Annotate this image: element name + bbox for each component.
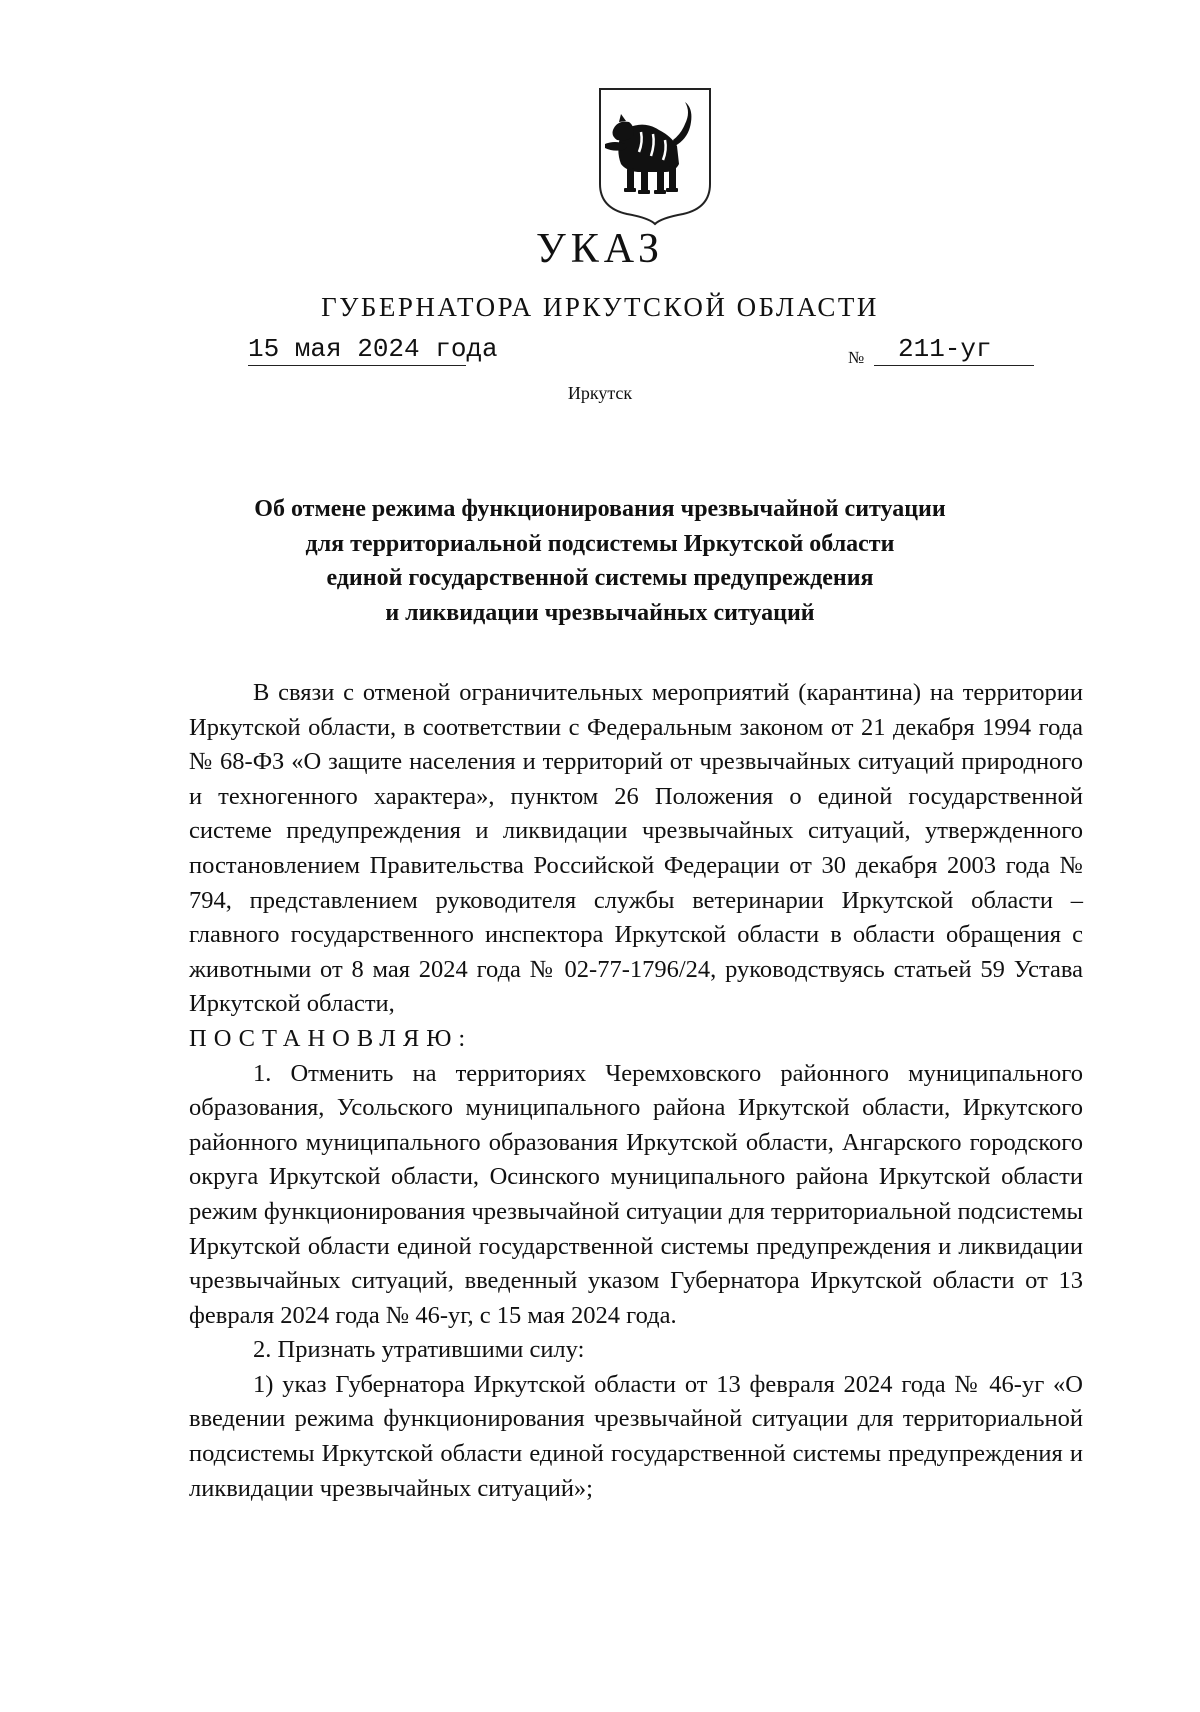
title-line: Об отмене режима функционирования чрезвычайной ситуации (254, 496, 946, 522)
clause-2-1: 1) указ Губернатора Иркутской области от 13 февраля 2024 года № 46-уг «О введении режима функционирования чрезвычайной ситуации для территориальной подсистемы Иркутской области единой государственной системы предупреждения и ликвидации чрезвычайных ситуаций»; (189, 1370, 1083, 1502)
irkutsk-coat-of-arms-icon (597, 86, 713, 226)
title-line: для территориальной подсистемы Иркутской области (305, 530, 895, 557)
number-label: № (848, 348, 865, 367)
document-title (150, 492, 1050, 630)
issuer-title: ГУБЕРНАТОРА ИРКУТСКОЙ ОБЛАСТИ (321, 292, 879, 322)
clause-1: 1. Отменить на территориях Черемховского районного муниципального образования, Усольского муниципального района Иркутской области, Иркутского районного муниципального образования Иркутской области, Ангарского городского округа Иркутской области, Осинского муниципального района Иркутской области режим функционирования чрезвычайной ситуации для территориальной подсистемы Иркутской области единой государственной системы предупреждения и ликвидации чрезвычайных ситуаций, введенный указом Губернатора Иркутской области от 13 февраля 2024 года № 46-уг, с 15 мая 2024 года. (189, 1059, 1083, 1329)
title-line: и ликвидации чрезвычайных ситуаций (385, 599, 815, 626)
document-number-field (874, 333, 1034, 366)
document-body (189, 676, 1083, 1506)
city-name: Иркутск (567, 383, 633, 403)
document-number: 211-уг (898, 334, 992, 364)
title-line: единой государственной системы предупреждения (326, 565, 874, 591)
preamble-paragraph: В связи с отменой ограничительных мероприятий (карантина) на территории Иркутской области, в соответствии с Федеральным законом от 21 декабря 1994 года № 68-ФЗ «О защите населения и территорий от чрезвычайных ситуаций природного и техногенного характера», пунктом 26 Положения о единой государственной системе предупреждения и ликвидации чрезвычайных ситуаций, утвержденного постановлением Правительства Российской Федерации от 30 декабря 2003 года № 794, представлением руководителя службы ветеринарии Иркутской области – главного государственного инспектора Иркутской области в области обращения с животными от 8 мая 2024 года № 02-77-1796/24, руководствуясь статьей 59 Устава Иркутской области, (189, 679, 1083, 1018)
clause-2: 2. Признать утратившими силу: (253, 1336, 585, 1364)
document-date: 15 мая 2024 года (248, 334, 498, 364)
document-type: УКАЗ (535, 226, 665, 272)
decree-word: ПОСТАНОВЛЯЮ: (189, 1024, 473, 1052)
